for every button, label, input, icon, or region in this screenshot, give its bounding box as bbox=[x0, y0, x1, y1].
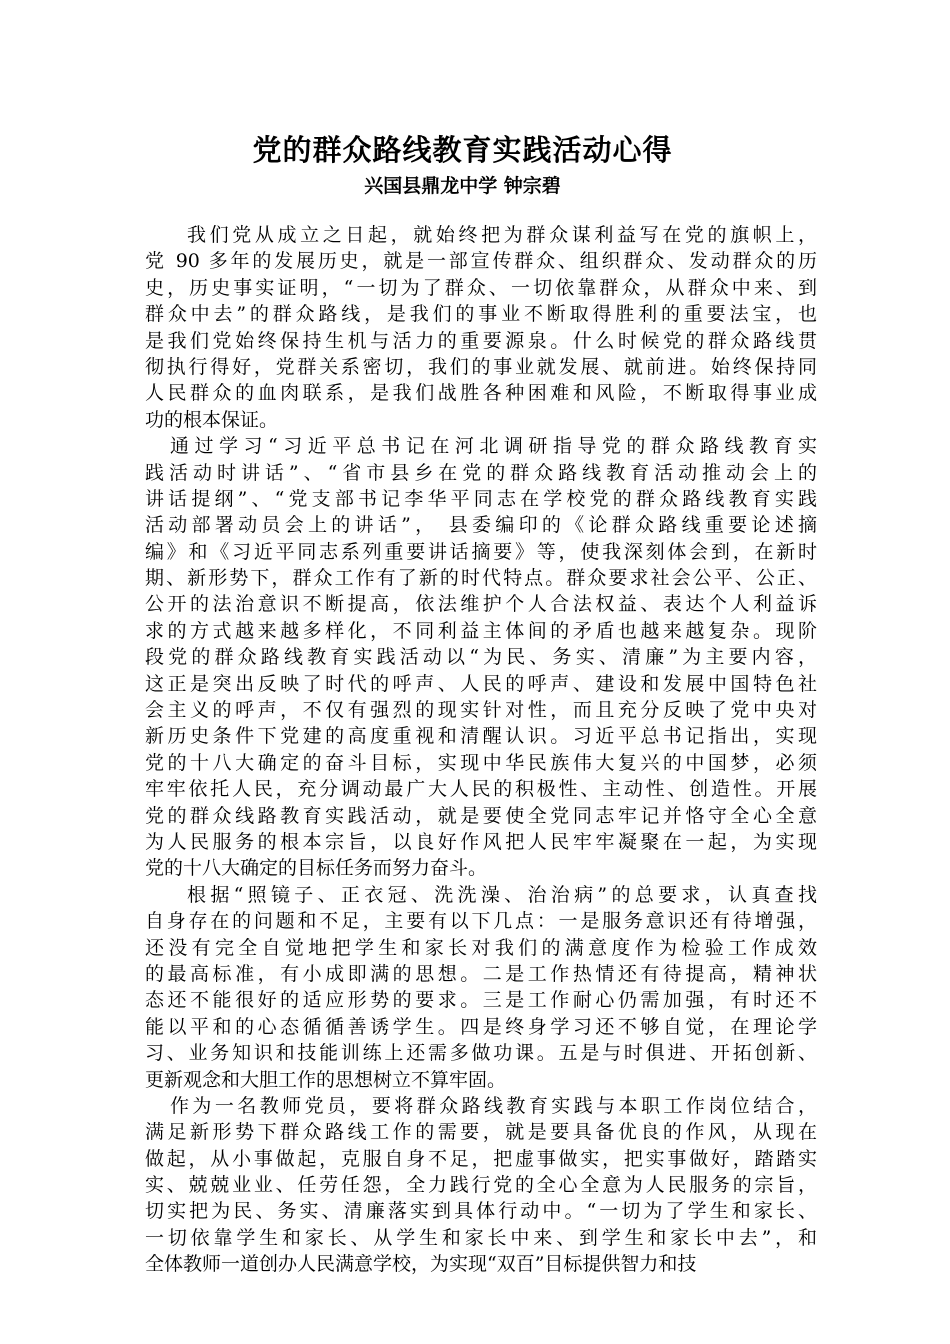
paragraph-line: 党的十八大确定的目标任务而努力奋斗。 bbox=[145, 857, 488, 880]
paragraph-line: 更新观念和大胆工作的思想树立不算牢固。 bbox=[145, 1068, 507, 1091]
paragraph-line: 满足新形势下群众路线工作的需要，就是要具备优良的作风，从现在 bbox=[145, 1121, 817, 1144]
paragraph-line: 做起，从小事做起，克服自身不足，把虚事做实，把实事做好，踏踏实 bbox=[145, 1147, 817, 1170]
paragraph-line: 自身存在的问题和不足，主要有以下几点：一是服务意识还有待增强， bbox=[145, 910, 817, 933]
author-line: 兴国县鼎龙中学 钟宗碧 bbox=[364, 175, 561, 197]
paragraph-line: 我们党从成立之日起，就始终把为群众谋利益写在党的旗帜上， bbox=[187, 224, 817, 246]
paragraph-line: 为人民服务的根本宗旨，以良好作风把人民牢牢凝聚在一起，为实现 bbox=[145, 830, 817, 853]
paragraph-line: 能以平和的心态循循善诱学生。四是终身学习还不够自觉，在理论学 bbox=[145, 1015, 817, 1038]
document-body bbox=[145, 222, 817, 1278]
paragraph-line: 通过学习“习近平总书记在河北调研指导党的群众路线教育实 bbox=[170, 435, 817, 458]
paragraph-line: 践活动时讲话”、“省市县乡在党的群众路线教育活动推动会上的 bbox=[145, 461, 817, 484]
paragraph-line: 彻执行得好，党群关系密切，我们的事业就发展、就前进。始终保持同 bbox=[145, 355, 817, 378]
paragraph-line: 全体教师一道创办人民满意学校，为实现“双百”目标提供智力和技 bbox=[145, 1253, 697, 1276]
paragraph-line: 还没有完全自觉地把学生和家长对我们的满意度作为检验工作成效 bbox=[145, 936, 817, 959]
paragraph-line: 一切依靠学生和家长、从学生和家长中来、到学生和家长中去”，和 bbox=[145, 1226, 817, 1249]
paragraph-line: 党的群众线路教育实践活动，就是要使全党同志牢记并恪守全心全意 bbox=[145, 804, 817, 827]
paragraph-line: 功的根本保证。 bbox=[145, 408, 279, 431]
paragraph-line: 牢牢依托人民，充分调动最广大人民的积极性、主动性、创造性。开展 bbox=[145, 778, 817, 801]
paragraph bbox=[145, 882, 817, 1093]
paragraph-line: 期、新形势下，群众工作有了新的时代特点。群众要求社会公平、公正、 bbox=[145, 567, 817, 590]
paragraph-line: 党 90 多年的发展历史，就是一部宣传群众、组织群众、发动群众的历 bbox=[145, 250, 817, 273]
paragraph-line: 群众中去”的群众路线，是我们的事业不断取得胜利的重要法宝，也 bbox=[145, 303, 817, 326]
paragraph-line: 史，历史事实证明，“一切为了群众、一切依靠群众，从群众中来、到 bbox=[145, 276, 817, 299]
paragraph-line: 讲话提纲”、“党支部书记李华平同志在学校党的群众路线教育实践 bbox=[145, 487, 817, 510]
paragraph-line: 会主义的呼声，不仅有强烈的现实针对性，而且充分反映了党中央对 bbox=[145, 699, 817, 722]
paragraph-line: 党的十八大确定的奋斗目标，实现中华民族伟大复兴的中国梦，必须 bbox=[145, 751, 817, 774]
document-title: 党的群众路线教育实践活动心得 bbox=[252, 133, 673, 167]
paragraph-line: 作为一名教师党员，要将群众路线教育实践与本职工作岗位结合， bbox=[170, 1094, 817, 1117]
paragraph-line: 实、兢兢业业、任劳任怨，全力践行党的全心全意为人民服务的宗旨， bbox=[145, 1174, 817, 1197]
paragraph-line: 新历史条件下党建的高度重视和清醒认识。习近平总书记指出，实现 bbox=[145, 725, 817, 748]
paragraph bbox=[145, 222, 817, 433]
paragraph-line: 是我们党始终保持生机与活力的重要源泉。什么时候党的群众路线贯 bbox=[145, 329, 817, 352]
paragraph-line: 人民群众的血肉联系，是我们战胜各种困难和风险，不断取得事业成 bbox=[145, 382, 817, 405]
paragraph-line: 段党的群众路线教育实践活动以“为民、务实、清廉”为主要内容， bbox=[145, 646, 817, 669]
paragraph-line: 态还不能很好的适应形势的要求。三是工作耐心仍需加强，有时还不 bbox=[145, 989, 817, 1012]
paragraph-line: 习、业务知识和技能训练上还需多做功课。五是与时俱进、开拓创新、 bbox=[145, 1042, 817, 1065]
paragraph-line: 公开的法治意识不断提高，依法维护个人合法权益、表达个人利益诉 bbox=[145, 593, 817, 616]
paragraph-line: 求的方式越来越多样化，不同利益主体间的矛盾也越来越复杂。现阶 bbox=[145, 619, 817, 642]
paragraph-line: 编》和《习近平同志系列重要讲话摘要》等，使我深刻体会到，在新时 bbox=[145, 540, 817, 563]
paragraph-line: 的最高标准，有小成即满的思想。二是工作热情还有待提高，精神状 bbox=[145, 962, 817, 985]
paragraph-line: 这正是突出反映了时代的呼声、人民的呼声、建设和发展中国特色社 bbox=[145, 672, 817, 695]
paragraph-line: 活动部署动员会上的讲话”， 县委编印的《论群众路线重要论述摘 bbox=[145, 514, 817, 537]
paragraph-line: 根据“照镜子、正衣冠、洗洗澡、治治病”的总要求，认真查找 bbox=[187, 883, 817, 906]
paragraph bbox=[145, 1093, 817, 1278]
paragraph bbox=[145, 433, 817, 882]
paragraph-line: 切实把为民、务实、清廉落实到具体行动中。“一切为了学生和家长、 bbox=[145, 1200, 817, 1223]
